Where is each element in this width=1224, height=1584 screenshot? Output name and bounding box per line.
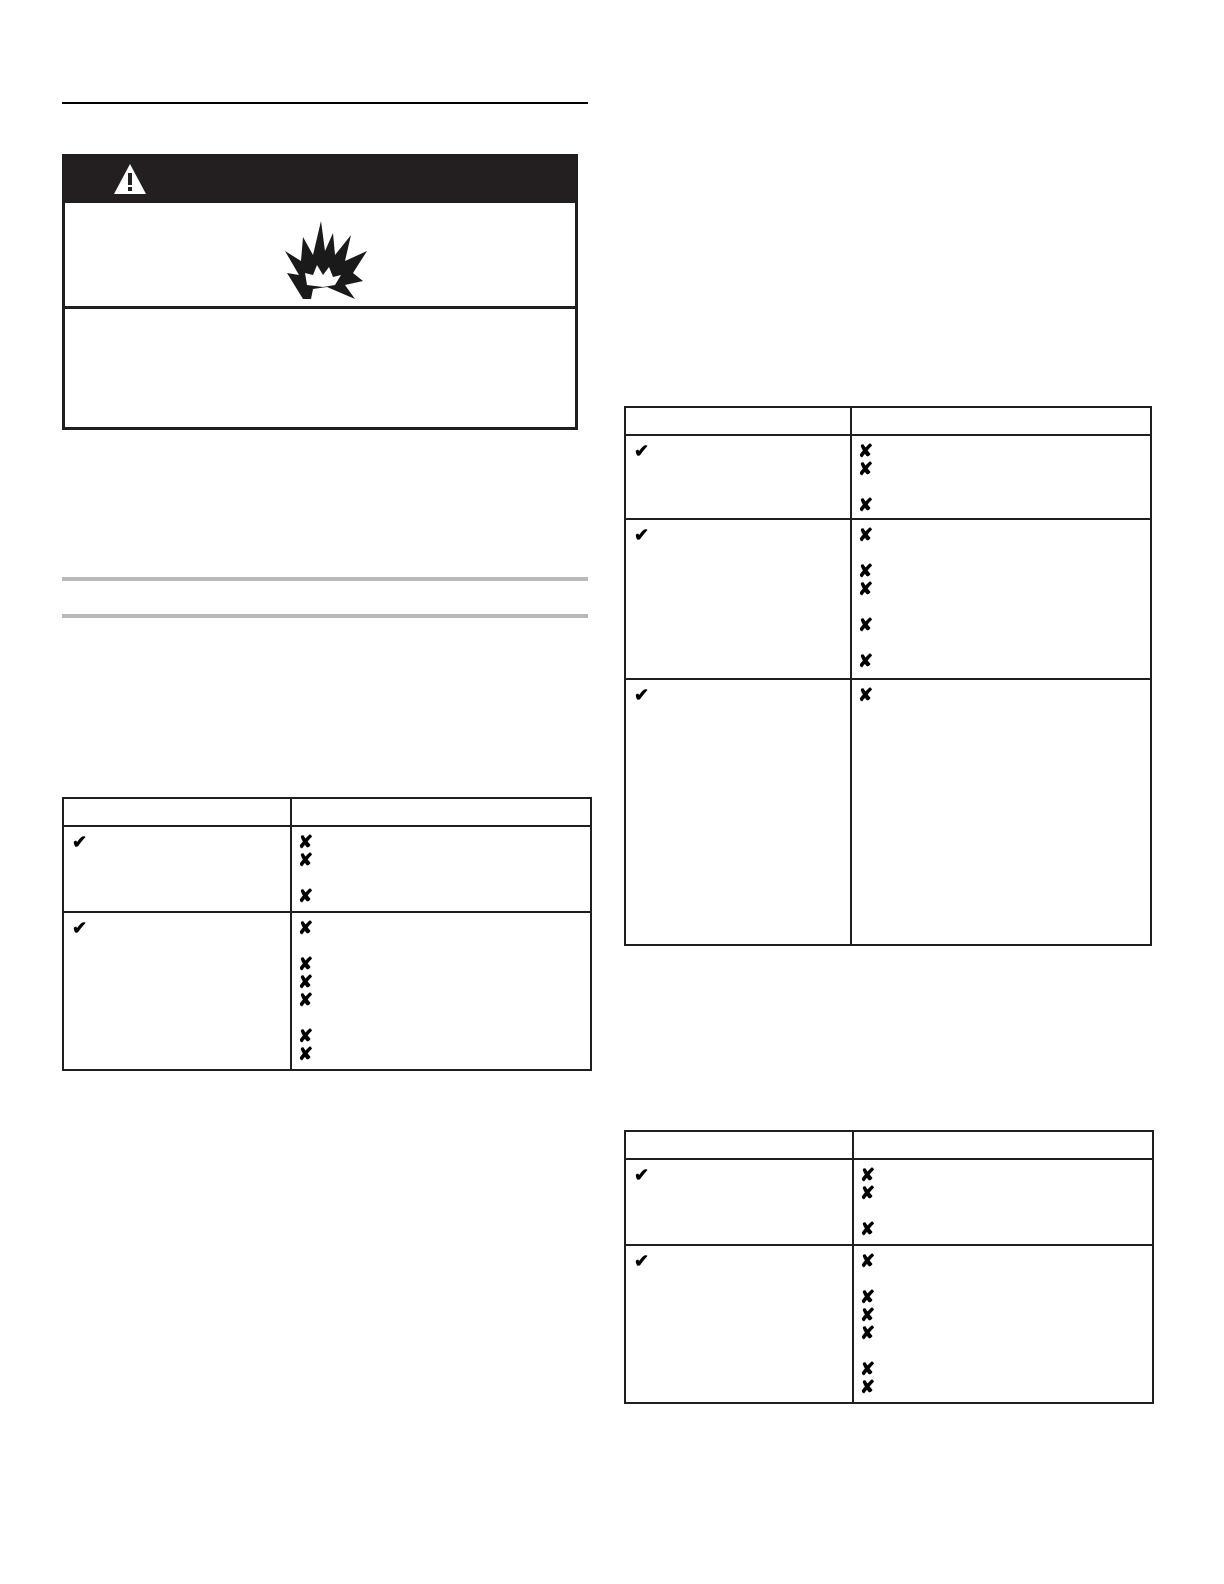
explosion-icon [283, 215, 369, 299]
section-rule [62, 577, 588, 581]
table-row [63, 826, 591, 912]
cross-icon: ✘ [858, 525, 874, 545]
cross-icon: ✘ [298, 918, 314, 938]
cross-cell [291, 912, 591, 1070]
cross-icon: ✘ [858, 651, 874, 671]
table-right-bottom [624, 1130, 1154, 1404]
table-header-cell [291, 798, 591, 826]
table-header-cell [63, 798, 291, 826]
table-header-cell [625, 407, 851, 435]
cross-cell [851, 435, 1151, 519]
table-row [625, 1159, 1153, 1245]
cross-icon: ✘ [298, 832, 314, 852]
cross-icon: ✘ [858, 579, 874, 599]
check-icon: ✔ [72, 918, 88, 938]
warning-text-panel [65, 309, 575, 427]
cross-icon: ✘ [298, 972, 314, 992]
check-cell [63, 826, 291, 912]
check-cell [625, 1159, 853, 1245]
warning-triangle-icon [113, 163, 147, 195]
table-row [625, 679, 1151, 945]
cross-icon: ✘ [860, 1183, 876, 1203]
cross-icon: ✘ [860, 1251, 876, 1271]
check-cell [625, 1245, 853, 1403]
cross-cell [291, 826, 591, 912]
table-header-row [63, 798, 591, 826]
table-right-top [624, 406, 1152, 946]
cross-icon: ✘ [858, 441, 874, 461]
cross-cell [851, 519, 1151, 679]
check-cell [625, 519, 851, 679]
cross-cell [853, 1159, 1153, 1245]
warning-symbol-panel [65, 203, 575, 309]
table-row [625, 1245, 1153, 1403]
check-icon: ✔ [72, 832, 88, 852]
cross-icon: ✘ [858, 615, 874, 635]
table-header-row [625, 1131, 1153, 1159]
warning-header [65, 157, 575, 203]
cross-icon: ✘ [858, 685, 874, 705]
cross-icon: ✘ [298, 1026, 314, 1046]
check-cell [625, 679, 851, 945]
table-row [625, 519, 1151, 679]
cross-icon: ✘ [860, 1359, 876, 1379]
check-icon: ✔ [634, 1165, 650, 1185]
cross-icon: ✘ [298, 886, 314, 906]
table-header-cell [625, 1131, 853, 1159]
cross-icon: ✘ [860, 1165, 876, 1185]
cross-icon: ✘ [298, 850, 314, 870]
cross-icon: ✘ [860, 1377, 876, 1397]
cross-icon: ✘ [860, 1287, 876, 1307]
cross-cell [851, 679, 1151, 945]
table-header-cell [851, 407, 1151, 435]
check-cell [625, 435, 851, 519]
cross-icon: ✘ [298, 954, 314, 974]
cross-icon: ✘ [298, 990, 314, 1010]
cross-icon: ✘ [858, 459, 874, 479]
cross-icon: ✘ [298, 1044, 314, 1064]
table-row [625, 435, 1151, 519]
check-icon: ✔ [634, 525, 650, 545]
check-cell [63, 912, 291, 1070]
section-rule [62, 614, 588, 618]
check-icon: ✔ [634, 441, 650, 461]
top-rule [62, 102, 588, 104]
table-left [62, 797, 592, 1071]
table-row [63, 912, 591, 1070]
table-header-row [625, 407, 1151, 435]
table-header-cell [853, 1131, 1153, 1159]
warning-box [62, 154, 578, 430]
cross-cell [853, 1245, 1153, 1403]
cross-icon: ✘ [858, 495, 874, 515]
check-icon: ✔ [634, 685, 650, 705]
cross-icon: ✘ [858, 561, 874, 581]
check-icon: ✔ [634, 1251, 650, 1271]
cross-icon: ✘ [860, 1305, 876, 1325]
cross-icon: ✘ [860, 1323, 876, 1343]
cross-icon: ✘ [860, 1219, 876, 1239]
